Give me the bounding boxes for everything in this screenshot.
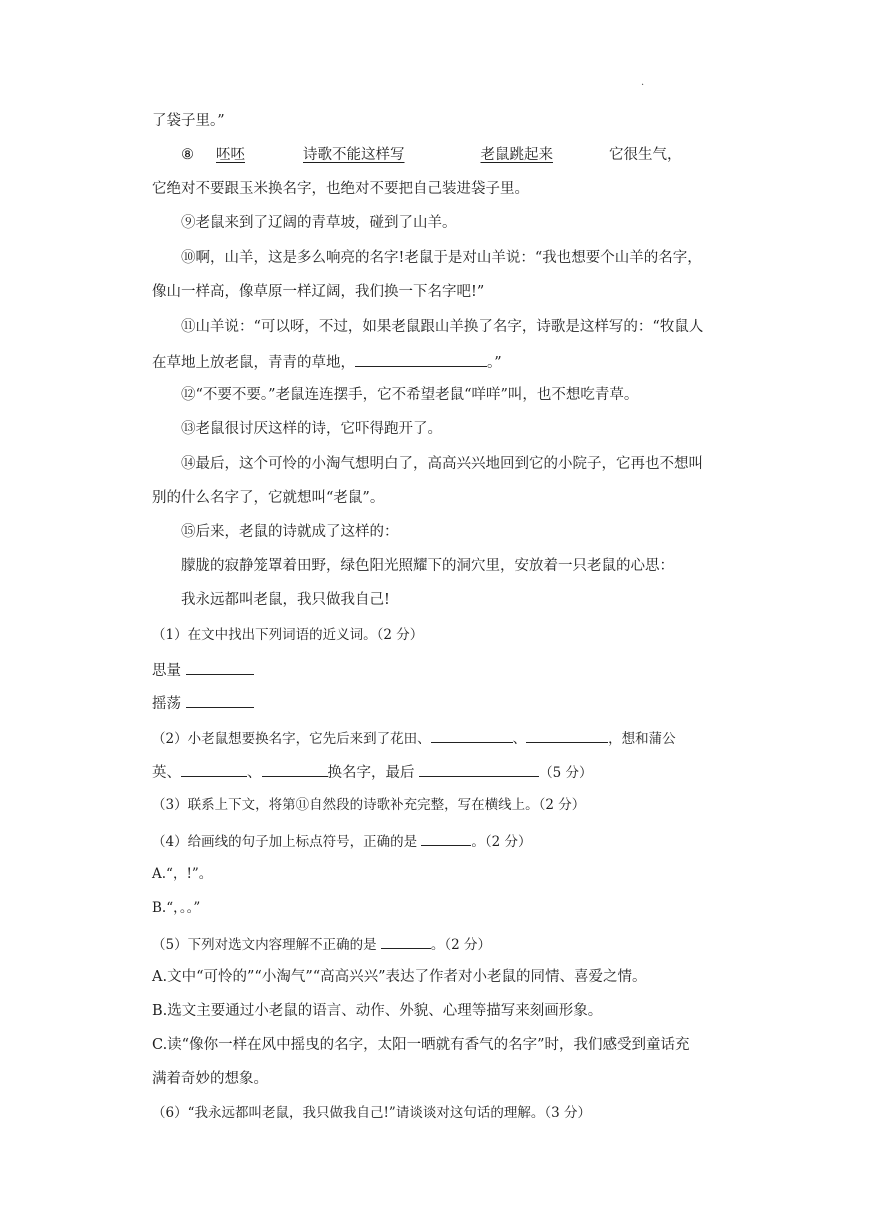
paragraph-14-line-1: ⑭最后，这个可怜的小淘气想明白了，高高兴兴地回到它的小院子，它再也不想叫: [181, 456, 703, 472]
separator: 、: [247, 765, 262, 781]
text-segment: 。”: [487, 355, 502, 371]
separator: 、: [512, 731, 527, 747]
paragraph-9: ⑨老鼠来到了辽阔的青草坡，碰到了山羊。: [181, 215, 457, 231]
text-segment: 英、: [152, 765, 181, 781]
answer-blank[interactable]: [381, 933, 431, 949]
underlined-word: 诗歌不能这样写: [303, 147, 405, 163]
text-segment: ，想和蒲公: [608, 731, 676, 747]
question-1: （1）在文中找出下列词语的近义词。（2 分）: [152, 627, 424, 643]
question-3: （3）联系上下文，将第⑪自然段的诗歌补充完整，写在横线上。（2 分）: [152, 797, 586, 813]
item-label: 思量: [152, 663, 181, 679]
text-segment: （5）下列对选文内容理解不正确的是: [152, 937, 377, 953]
text-line: 了袋子里。”: [152, 113, 225, 129]
question-2-line-2: [152, 761, 752, 783]
answer-blank[interactable]: [431, 727, 513, 743]
answer-blank[interactable]: [421, 830, 471, 846]
question-5-option-c-line-2: 满着奇妙的想象。: [152, 1071, 268, 1087]
question-6: （6）“我永远都叫老鼠，我只做我自己!”请谈谈对这句话的理解。（3 分）: [152, 1105, 591, 1121]
question-5-option-c-line-1: C.读“像你一样在风中摇曳的名字，太阳一晒就有香气的名字”时，我们感受到童话充: [152, 1037, 690, 1053]
question-5: [152, 933, 752, 955]
poem-line-1: 朦胧的寂静笼罩着田野，绿色阳光照耀下的洞穴里，安放着一只老鼠的心思：: [181, 558, 674, 574]
answer-blank[interactable]: [526, 727, 608, 743]
paragraph-13: ⑬老鼠很讨厌这样的诗，它吓得跑开了。: [181, 421, 442, 437]
paragraph-number: ⑧: [181, 147, 194, 163]
answer-blank[interactable]: [419, 761, 539, 777]
paragraph-11-line-2: [152, 351, 752, 373]
answer-blank[interactable]: [181, 761, 247, 777]
question-4-option-a: A.“，!”。: [152, 866, 213, 882]
paragraph-8-line-1: [181, 145, 781, 165]
paragraph-10-line-1: ⑩啊，山羊，这是多么响亮的名字!老鼠于是对山羊说：“我也想要个山羊的名字，: [181, 250, 702, 266]
text-line: 像山一样高，像草原一样辽阔，我们换一下名字吧!”: [152, 284, 485, 300]
text-segment: 。（2 分）: [430, 937, 492, 953]
underlined-word: 老鼠跳起来: [480, 147, 553, 163]
answer-blank[interactable]: [186, 692, 254, 708]
question-4: [152, 830, 752, 852]
item-label: 摇荡: [152, 696, 181, 712]
text-segment: 它很生气，: [609, 147, 682, 163]
poem-line-2: 我永远都叫老鼠，我只做我自己!: [181, 592, 390, 608]
question-5-option-b: B.选文主要通过小老鼠的语言、动作、外貌、心理等描写来刻画形象。: [152, 1003, 603, 1019]
answer-blank[interactable]: [262, 761, 328, 777]
text-segment: （4）给画线的句子加上标点符号，正确的是: [152, 834, 418, 850]
top-mark: ·: [641, 80, 645, 91]
answer-blank[interactable]: [186, 659, 254, 675]
question-1-item-a: [152, 659, 752, 681]
text-line: 它绝对不要跟玉米换名字，也绝对不要把自己装进袋子里。: [152, 181, 529, 197]
text-segment: 换名字，最后: [327, 765, 415, 781]
answer-blank[interactable]: [355, 351, 487, 367]
question-5-option-a: A.文中“可怜的”“小淘气”“高高兴兴”表达了作者对小老鼠的同情、喜爱之情。: [152, 969, 647, 985]
score: （5 分）: [539, 765, 593, 781]
underlined-word: 呸呸: [216, 147, 245, 163]
text-segment: （2）小老鼠想要换名字，它先后来到了花田、: [152, 731, 431, 747]
question-4-option-b: B.“，。。”: [152, 900, 201, 916]
paragraph-12: ⑫“不要不要。”老鼠连连摆手，它不希望老鼠“咩咩”叫，也不想吃青草。: [181, 387, 639, 403]
text-segment: 。（2 分）: [471, 834, 532, 850]
question-2-line-1: [152, 727, 752, 749]
paragraph-11-line-1: ⑪山羊说：“可以呀，不过，如果老鼠跟山羊换了名字，诗歌是这样写的：“牧鼠人: [181, 319, 704, 335]
text-line: 别的什么名字了，它就想叫“老鼠”。: [152, 490, 385, 506]
underlined-sentence: [194, 147, 609, 163]
question-1-item-b: [152, 692, 752, 714]
text-segment: 在草地上放老鼠，青青的草地，: [152, 355, 355, 371]
paragraph-15: ⑮后来，老鼠的诗就成了这样的：: [181, 524, 399, 540]
